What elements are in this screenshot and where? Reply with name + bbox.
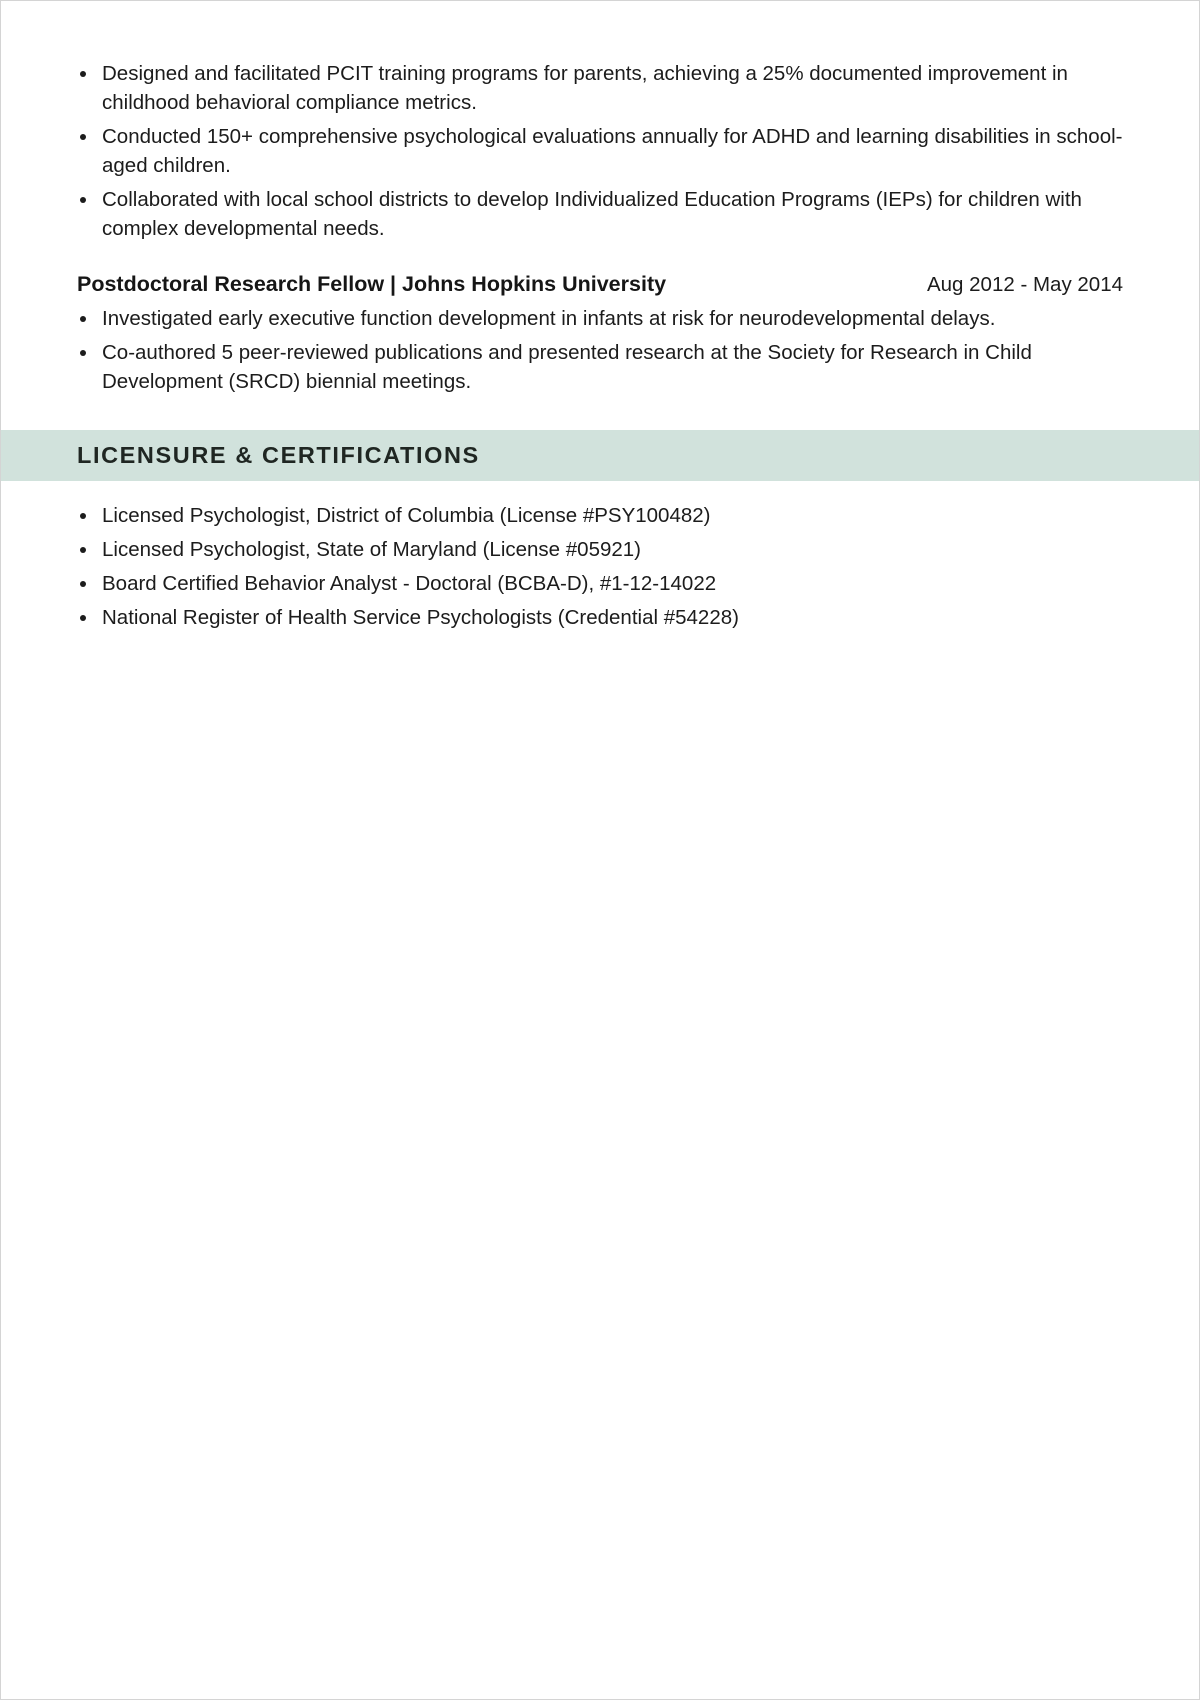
list-item: Licensed Psychologist, District of Columbia (License #PSY100482) [77,501,1123,530]
list-item: Licensed Psychologist, State of Maryland (License #05921) [77,535,1123,564]
postdoc-bullet-list [77,304,1123,396]
list-item: National Register of Health Service Psychologists (Credential #54228) [77,603,1123,632]
postdoc-job-header [77,269,1123,300]
list-item: Conducted 150+ comprehensive psychological evaluations annually for ADHD and learning disabilities in school-aged children. [77,122,1123,180]
licensure-list [77,501,1123,637]
job-dates: Aug 2012 - May 2014 [926,273,1123,296]
list-item: Board Certified Behavior Analyst - Doctoral (BCBA-D), #1-12-14022 [77,569,1123,598]
list-item: Co-authored 5 peer-reviewed publications and presented research at the Society for Research in Child Development (SRCD) biennial meetings. [77,338,1123,396]
list-item: Investigated early executive function development in infants at risk for neurodevelopmental delays. [77,304,1123,333]
section-title: LICENSURE & CERTIFICATIONS [77,442,480,468]
experience-continued [77,59,1123,401]
list-item: Designed and facilitated PCIT training programs for parents, achieving a 25% documented improvement in childhood behavioral compliance metrics. [77,59,1123,117]
licensure-section-header [1,430,1199,481]
list-item: Collaborated with local school districts to develop Individualized Education Programs (IEPs) for children with complex developmental needs. [77,185,1123,243]
job-title: Postdoctoral Research Fellow | Johns Hopkins University [77,272,667,296]
first-job-bullet-list [77,59,1123,243]
